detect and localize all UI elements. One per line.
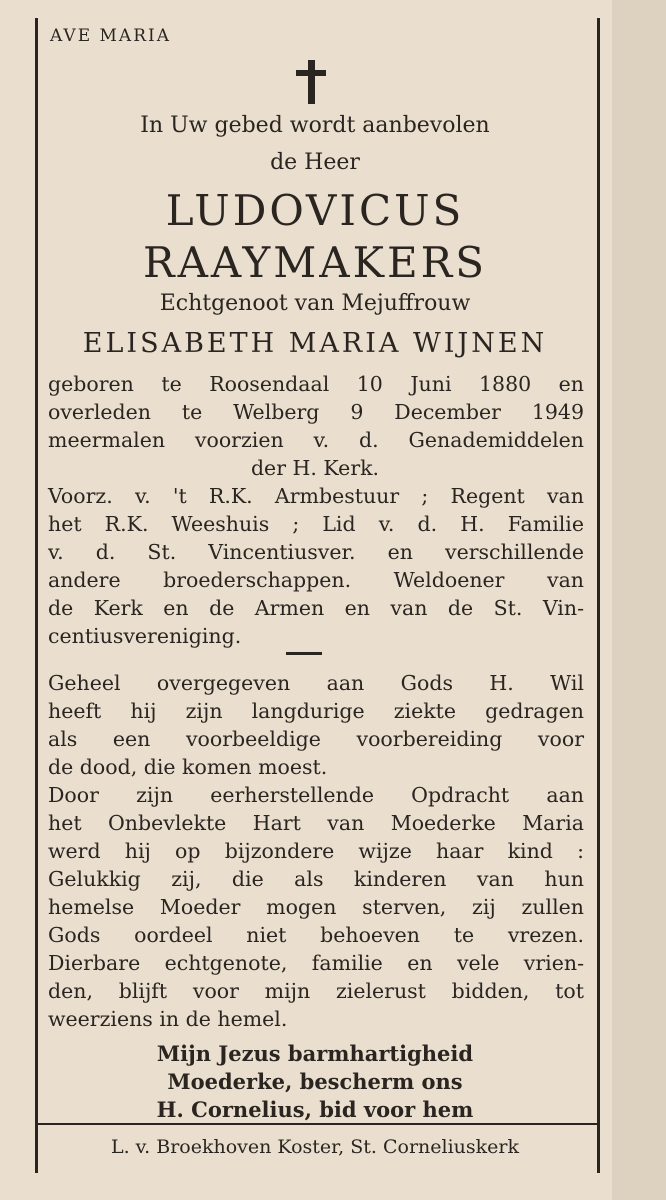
bio-line: meermalen voorzien v. d. Genademiddelen [48,428,584,452]
intro-line-2: de Heer [270,150,360,175]
reflection-line: Geheel overgegeven aan Gods H. Wil [48,671,584,695]
bio-line: v. d. St. Vincentiusver. en verschillende [48,540,584,564]
reflection-line: als een voorbeeldige voorbereiding voor [48,727,584,751]
printer-credit: L. v. Broekhoven Koster, St. Corneliuskerk [110,1136,520,1158]
prayer-line: Mijn Jezus barmhartigheid [156,1041,474,1066]
bio-line: der H. Kerk. [250,456,380,480]
bio-line: het R.K. Weeshuis ; Lid v. d. H. Familie [48,512,584,536]
reflection-line: werd hij op bijzondere wijze haar kind : [48,839,584,863]
reflection-line: hemelse Moeder mogen sterven, zij zullen [48,895,584,919]
spouse-relation: Echtgenoot van Mejuffrouw [159,291,471,316]
spouse-name: ELISABETH MARIA WIJNEN [82,328,548,359]
reflection-line: den, blijft voor mijn zielerust bidden, tot [48,979,584,1003]
deceased-last-name: RAAYMAKERS [142,238,488,287]
prayer-line: H. Cornelius, bid voor hem [156,1097,474,1122]
ave-maria-label: AVE MARIA [50,26,171,46]
reflection-line: de dood, die komen moest. [48,755,328,779]
bio-line: de Kerk en de Armen en van de St. Vin- [48,596,584,620]
reflection-line: het Onbevlekte Hart van Moederke Maria [48,811,584,835]
section-divider [286,652,322,655]
bio-line: Voorz. v. 't R.K. Armbestuur ; Regent van [48,484,584,508]
deceased-first-name: LUDOVICUS [165,186,465,235]
prayer-line: Moederke, bescherm ons [167,1069,463,1094]
bio-line: overleden te Welberg 9 December 1949 [48,400,584,424]
cross-icon [296,60,326,104]
bio-line: centiusvereniging. [48,624,242,648]
card-edge [612,0,666,1200]
reflection-line: weerziens in de hemel. [48,1007,288,1031]
intro-line-1: In Uw gebed wordt aanbevolen [140,113,490,138]
bio-line: geboren te Roosendaal 10 Juni 1880 en [48,372,584,396]
bio-line: andere broederschappen. Weldoener van [48,568,584,592]
reflection-line: Door zijn eerherstellende Opdracht aan [48,783,584,807]
reflection-line: heeft hij zijn langdurige ziekte gedragen [48,699,584,723]
reflection-line: Gods oordeel niet behoeven te vrezen. [48,923,584,947]
reflection-line: Gelukkig zij, die als kinderen van hun [48,867,584,891]
bottom-rule [35,1123,600,1125]
reflection-line: Dierbare echtgenote, familie en vele vrien- [48,951,584,975]
